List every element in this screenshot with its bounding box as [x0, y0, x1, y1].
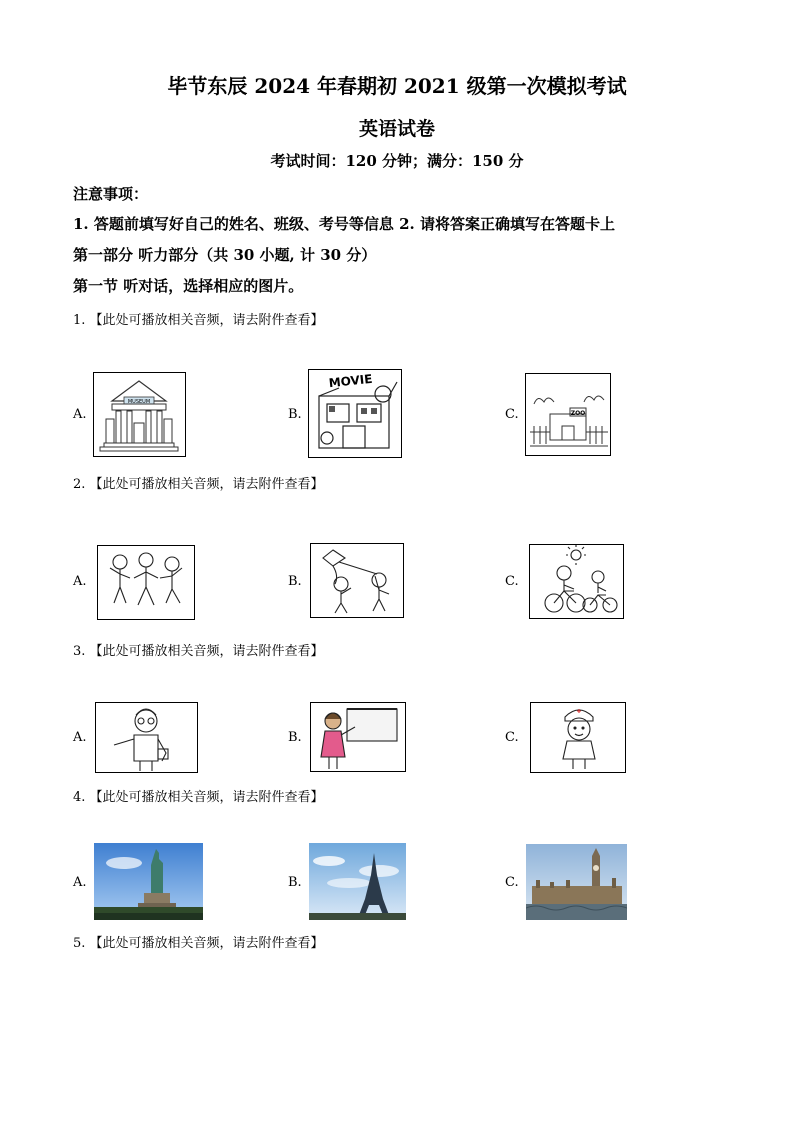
question-2 — [73, 473, 324, 492]
movie-sign-text: MOVIE — [328, 371, 374, 391]
option-label-c[interactable]: C. — [505, 574, 519, 589]
option-label-b[interactable]: B. — [288, 574, 302, 589]
guide-picture[interactable] — [95, 702, 198, 773]
zoo-picture[interactable] — [525, 373, 611, 456]
big-ben-photo[interactable] — [526, 844, 627, 920]
movie-theater-picture[interactable] — [308, 369, 402, 458]
option-label-b[interactable]: B. — [288, 875, 302, 890]
dancing-children-picture[interactable] — [97, 545, 195, 620]
option-label-b[interactable]: B. — [288, 407, 302, 422]
question-text: 【此处可播放相关音频，请去附件查看】 — [89, 477, 324, 492]
question-4 — [73, 786, 324, 805]
option-label-a[interactable]: A. — [73, 875, 87, 890]
question-text: 【此处可播放相关音频，请去附件查看】 — [89, 790, 324, 805]
question-number: 3. — [73, 644, 86, 659]
option-label-a[interactable]: A. — [73, 730, 87, 745]
question-text: 【此处可播放相关音频，请去附件查看】 — [89, 313, 324, 328]
museum-sign-text: MUSEUM — [127, 399, 151, 405]
question-number: 1. — [73, 313, 86, 328]
option-label-b[interactable]: B. — [288, 730, 302, 745]
option-label-c[interactable]: C. — [505, 875, 519, 890]
option-label-c[interactable]: C. — [505, 730, 519, 745]
statue-of-liberty-photo[interactable] — [94, 843, 203, 920]
option-label-a[interactable]: A. — [73, 574, 87, 589]
question-text: 【此处可播放相关音频，请去附件查看】 — [89, 936, 324, 951]
question-text: 【此处可播放相关音频，请去附件查看】 — [89, 644, 324, 659]
question-3 — [73, 640, 324, 659]
question-number: 5. — [73, 936, 86, 951]
doctor-picture[interactable] — [530, 702, 626, 773]
museum-picture[interactable] — [93, 372, 186, 457]
option-label-a[interactable]: A. — [73, 407, 87, 422]
eiffel-tower-photo[interactable] — [309, 843, 406, 920]
notes-heading: 注意事项： — [73, 185, 149, 203]
notes-line: 1. 答题前填写好自己的姓名、班级、考号等信息 2. 请将答案正确填写在答题卡上 — [73, 215, 615, 233]
exam-subtitle: 英语试卷 — [358, 118, 435, 140]
part1-title: 第一部分 听力部分（共 30 小题, 计 30 分） — [73, 246, 377, 264]
teacher-picture[interactable] — [310, 702, 406, 772]
exam-info: 考试时间：120 分钟；满分：150 分 — [270, 152, 524, 170]
question-number: 2. — [73, 477, 86, 492]
flying-kite-picture[interactable] — [310, 543, 404, 618]
question-1 — [73, 309, 324, 328]
exam-title: 毕节东辰 2024 年春期初 2021 级第一次模拟考试 — [167, 74, 627, 98]
zoo-sign-text: ZOO — [570, 410, 586, 417]
question-number: 4. — [73, 790, 86, 805]
section1-title: 第一节 听对话，选择相应的图片。 — [73, 277, 304, 295]
question-5 — [73, 932, 324, 951]
riding-bikes-picture[interactable] — [529, 544, 624, 619]
option-label-c[interactable]: C. — [505, 407, 519, 422]
